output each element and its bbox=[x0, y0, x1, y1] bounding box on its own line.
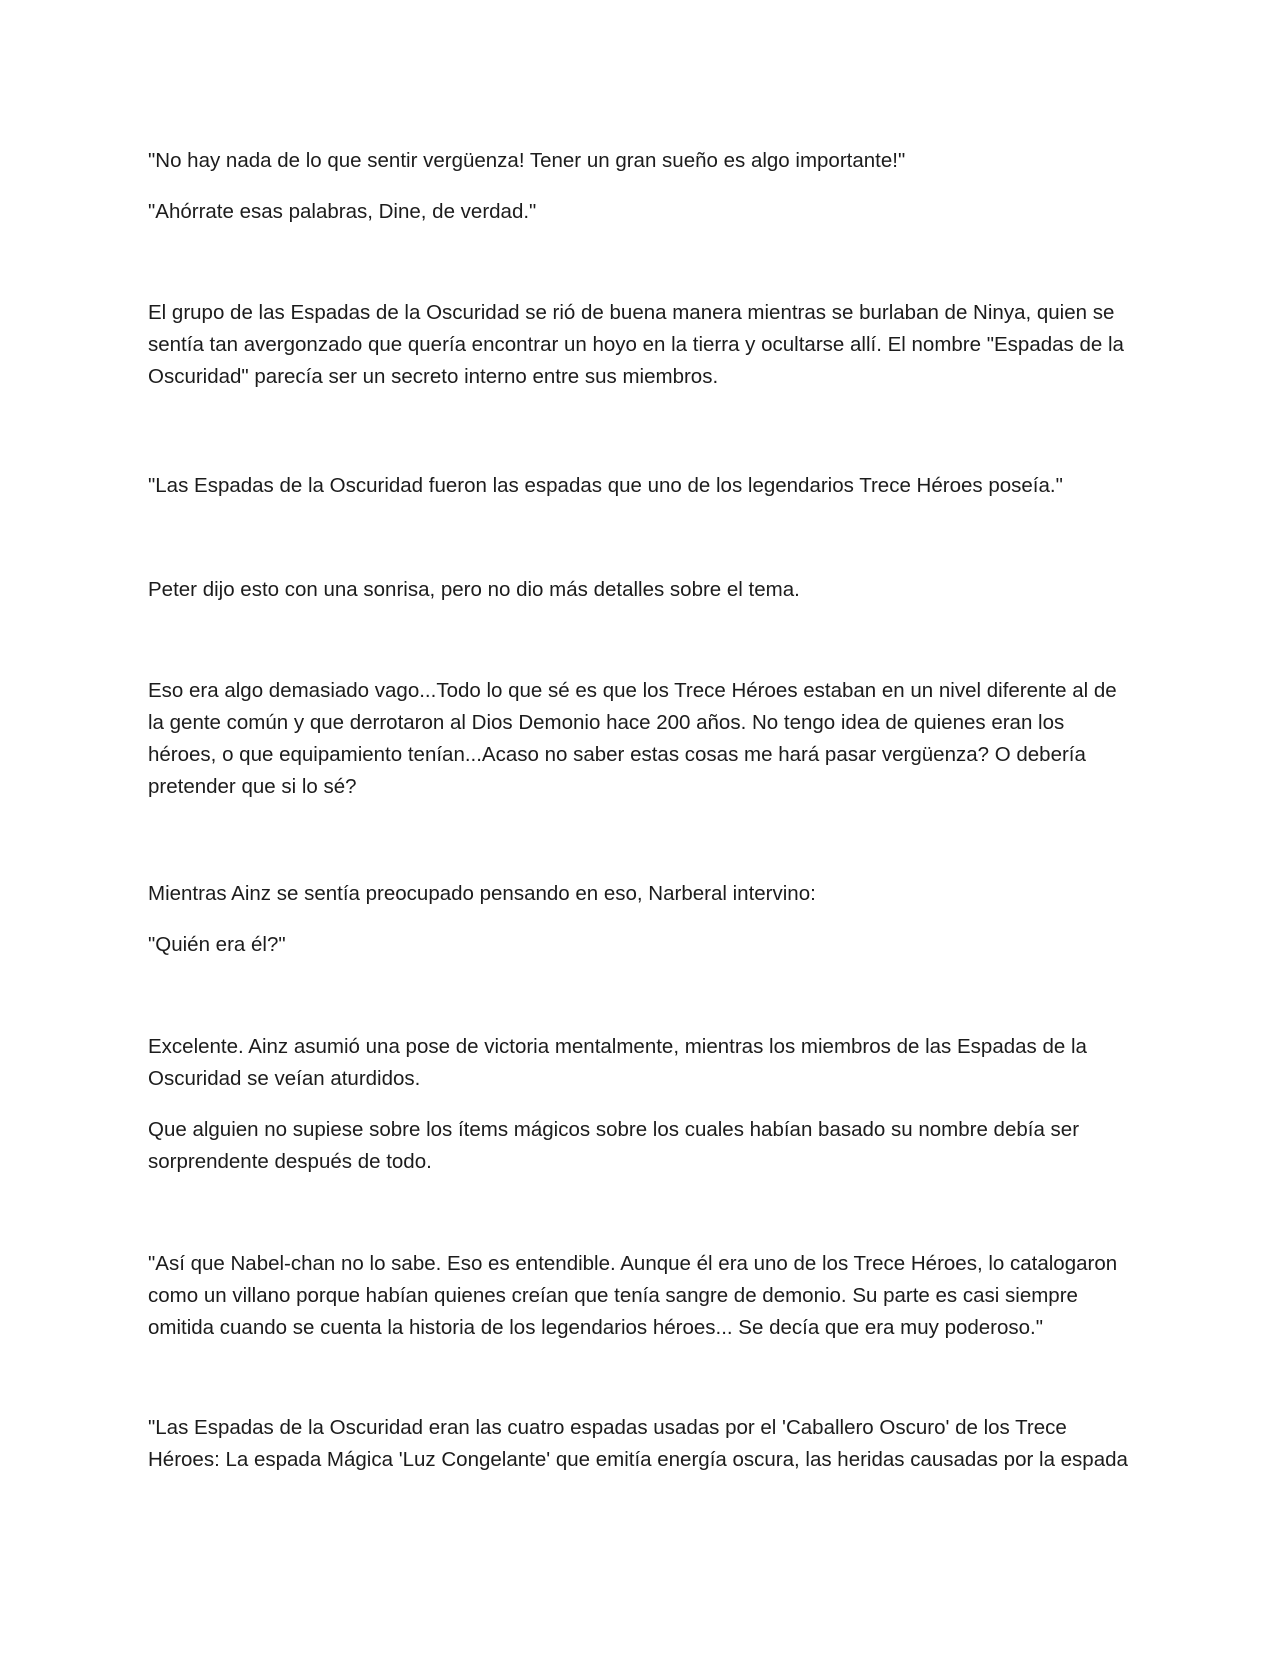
paragraph-4: "Las Espadas de la Oscuridad fueron las espadas que uno de los legendarios Trece Héroes poseía." bbox=[148, 474, 1063, 497]
paragraph-10: Que alguien no supiese sobre los ítems mágicos sobre los cuales habían basado su nombre debía ser sorprendente después de todo. bbox=[148, 1118, 1080, 1173]
paragraph-11: "Así que Nabel-chan no lo sabe. Eso es entendible. Aunque él era uno de los Trece Héroes, lo catalogaron como un villano porque habían quienes creían que tenía sangre de demonio. Su parte es casi siempre omitida cuando se cuenta la historia de los legendarios héroes... Se decía que era muy poderoso." bbox=[148, 1252, 1118, 1339]
paragraph-8: "Quién era él?" bbox=[148, 933, 286, 956]
paragraph-1: "No hay nada de lo que sentir vergüenza! Tener un gran sueño es algo importante!" bbox=[148, 149, 906, 172]
paragraph-2: "Ahórrate esas palabras, Dine, de verdad." bbox=[148, 200, 537, 223]
paragraph-7: Mientras Ainz se sentía preocupado pensando en eso, Narberal intervino: bbox=[148, 882, 816, 905]
paragraph-9: Excelente. Ainz asumió una pose de victoria mentalmente, mientras los miembros de las Espadas de la Oscuridad se veían aturdidos. bbox=[148, 1035, 1087, 1090]
paragraph-5: Peter dijo esto con una sonrisa, pero no dio más detalles sobre el tema. bbox=[148, 578, 800, 601]
paragraph-3: El grupo de las Espadas de la Oscuridad se rió de buena manera mientras se burlaban de Ninya, quien se sentía tan avergonzado que quería encontrar un hoyo en la tierra y ocultarse allí. El nombre "Espadas de la Oscuridad" parecía ser un secreto interno entre sus miembros. bbox=[148, 301, 1124, 388]
paragraph-12: "Las Espadas de la Oscuridad eran las cuatro espadas usadas por el 'Caballero Oscuro' de los Trece Héroes: La espada Mágica 'Luz Congelante' que emitía energía oscura, las heridas causadas por la espada bbox=[148, 1416, 1128, 1471]
paragraph-6: Eso era algo demasiado vago...Todo lo que sé es que los Trece Héroes estaban en un nivel diferente al de la gente común y que derrotaron al Dios Demonio hace 200 años. No tengo idea de quienes eran los héroes, o que equipamiento tenían...Acaso no saber estas cosas me hará pasar vergüenza? O debería pretender que si lo sé? bbox=[148, 679, 1117, 798]
